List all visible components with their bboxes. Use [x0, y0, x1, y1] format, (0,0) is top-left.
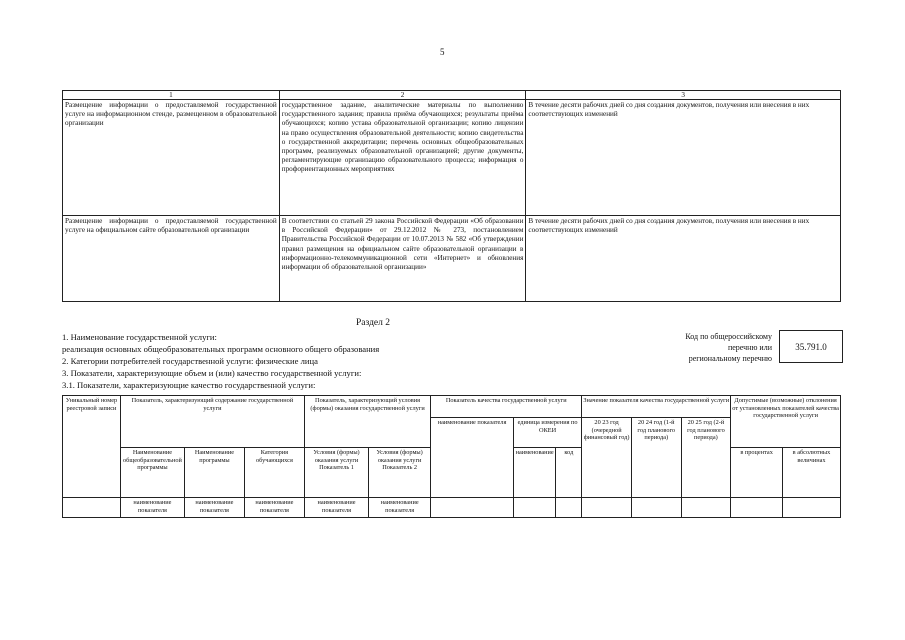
indicator-name-sub: наименование показателя: [369, 498, 431, 518]
info-frequency: В течение десяти рабочих дней со дня создания документов, получения или внесения в них соответствующих изменений: [526, 216, 841, 302]
info-content: В соответствии со статьей 29 закона Российской Федерации «Об образовании в Российской Федерации» от 29.12.2012 № 273, постановлением Правительства Российской Федерации от 10.07.2013 № 582 «Об утверждении правил размещения на официальном сайте образовательной организации в информационно-телекоммуникационной сети «Интернет» и обновления информации об образовательной организации»: [279, 216, 526, 302]
deviation-header: Допустимые (возможные) отклонения от установленных показателей качества государственной услуги: [731, 396, 841, 448]
indicator-name-sub: наименование показателя: [184, 498, 244, 518]
values-header: Значение показателя качества государственной услуги: [582, 396, 731, 418]
info-content: государственное задание, аналитические материалы по выполнению государственного задания; правила приёма обучающихся; результаты приёма обучающихся; копию устава образовательной организации; копию лицензии на право осуществления образовательной деятельности; копию свидетельства о государственной аккредитации; перечень основных общеобразовательных программ, реализуемых образовательной организацией; другие документы, регламентирующие организацию образовательного процесса; информация о профориентационных мероприятиях: [279, 100, 526, 216]
okved-code: 35.791.0: [779, 330, 843, 363]
condition-2-header: Условия (формы) оказания услуги Показатель 2: [369, 448, 431, 498]
quality-table: [62, 395, 841, 518]
deviation-percent-header: в процентах: [731, 448, 783, 498]
unit-name-header: наименование: [513, 448, 555, 498]
table-row: [63, 216, 841, 302]
year-3-header: 20 25 год (2-й год планового периода): [681, 418, 731, 498]
content-2-header: Наименование программы: [184, 448, 244, 498]
info-col-1-header: 1: [63, 91, 280, 100]
consumers-line: 2. Категории потребителей государственной услуги: физические лица: [62, 356, 318, 366]
content-3-header: Категория обучающихся: [244, 448, 304, 498]
unique-number-header: Уникальный номер реестровой записи: [63, 396, 121, 498]
info-method: Размещение информации о предоставляемой государственной услуге на официальном сайте образовательной организации: [63, 216, 280, 302]
indicator-name-header: наименование показателя: [431, 418, 514, 498]
page-number: 5: [440, 47, 445, 57]
info-method: Размещение информации о предоставляемой государственной услуге на информационном стенде, размещенном в образовательной организации: [63, 100, 280, 216]
info-col-2-header: 2: [279, 91, 526, 100]
service-name-value: реализация основных общеобразовательных программ основного общего образования: [62, 344, 380, 354]
year-1-header: 20 23 год (очередной финансовый год): [582, 418, 632, 498]
indicator-name-sub: наименование показателя: [120, 498, 184, 518]
service-name-label: 1. Наименование государственной услуги:: [62, 332, 217, 342]
conditions-header: Показатель, характеризующий условия (формы) оказания государственной услуги: [304, 396, 430, 448]
year-2-header: 20 24 год (1-й год планового периода): [631, 418, 681, 498]
content-1-header: Наименование общеобразовательной программы: [120, 448, 184, 498]
unit-header: единица измерения по ОКЕИ: [513, 418, 581, 448]
info-frequency: В течение десяти рабочих дней со дня создания документов, получения или внесения в них соответствующих изменений: [526, 100, 841, 216]
deviation-abs-header: в абсолютных величинах: [782, 448, 840, 498]
unit-code-header: код: [556, 448, 582, 498]
section-title: Раздел 2: [356, 318, 390, 328]
table-row: [63, 100, 841, 216]
info-col-3-header: 3: [526, 91, 841, 100]
okved-label: Код по общероссийскому перечню или региональному перечню: [685, 332, 772, 363]
condition-1-header: Условия (формы) оказания услуги Показатель 1: [304, 448, 368, 498]
indicators-line: 3. Показатели, характеризующие объем и (или) качество государственной услуги:: [62, 368, 362, 378]
indicator-name-sub: наименование показателя: [304, 498, 368, 518]
info-table-header: [63, 91, 841, 100]
info-table: [62, 90, 841, 302]
quality-header: Показатель качества государственной услуги: [431, 396, 582, 418]
quality-indicators-line: 3.1. Показатели, характеризующие качество государственной услуги:: [62, 380, 316, 390]
content-header: Показатель, характеризующий содержание государственной услуги: [120, 396, 304, 448]
indicator-name-sub: наименование показателя: [244, 498, 304, 518]
